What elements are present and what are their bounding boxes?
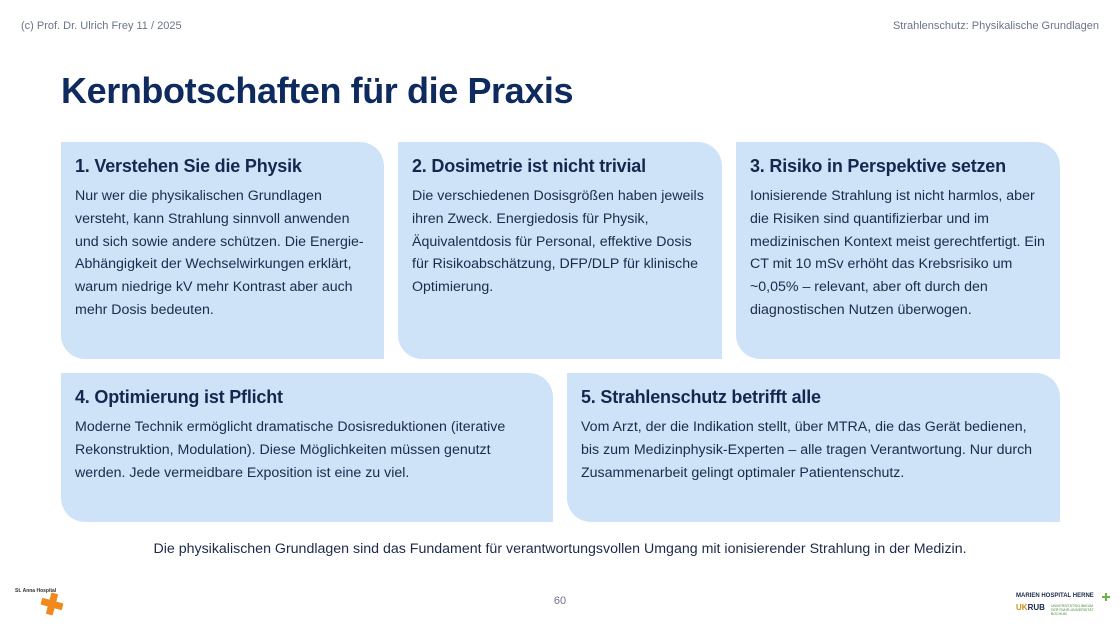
logo-uk: UK xyxy=(1016,603,1028,612)
logo-label: St. Anna Hospital xyxy=(15,588,57,594)
message-card-2 xyxy=(398,142,722,359)
card-body: Vom Arzt, der die Indikation stellt, über MTRA, die das Gerät bedienen, bis zum Medizinphysik-Experten – alle tragen Verantwortung. Nur durch Zusammenarbeit gelingt optimaler Patientenschutz. xyxy=(581,419,1033,481)
slide-title: Kernbotschaften für die Praxis xyxy=(61,70,574,111)
logo-hospital-name: MARIEN HOSPITAL HERNE xyxy=(1016,593,1094,599)
presentation-topic: Strahlenschutz: Physikalische Grundlagen xyxy=(892,20,1099,32)
st-anna-hospital-logo xyxy=(15,588,75,618)
page-number: 60 xyxy=(553,595,567,607)
card-body: Die verschiedenen Dosisgrößen haben jeweils ihren Zweck. Energiedosis für Physik, Äquivalentdosis für Personal, effektive Dosis für Risikoabschätzung, DFP/DLP für klinische Optimierung. xyxy=(412,188,704,296)
card-body: Moderne Technik ermöglicht dramatische Dosisreduktionen (iterative Rekonstruktion, Modulation). Diese Möglichkeiten müssen genutzt werden. Jede vermeidbare Exposition ist eine zu viel. xyxy=(75,419,506,481)
card-body: Nur wer die physikalischen Grundlagen versteht, kann Strahlung sinnvoll anwenden und sich sowie andere schützen. Die Energie-Abhängigkeit der Wechselwirkungen erklärt, warum niedrige kV mehr Kontrast aber auch mehr Dosis bedeuten. xyxy=(75,188,364,318)
logo-ukrub xyxy=(1016,603,1045,612)
green-cross-icon xyxy=(1102,593,1110,601)
message-card-3 xyxy=(736,142,1060,359)
card-heading: 3. Risiko in Perspektive setzen xyxy=(750,156,1006,176)
message-card-1 xyxy=(61,142,384,359)
author-credit: (c) Prof. Dr. Ulrich Frey 11 / 2025 xyxy=(21,20,182,32)
logo-rub: RUB xyxy=(1027,603,1045,612)
message-card-5 xyxy=(567,373,1060,522)
message-card-4 xyxy=(61,373,553,522)
card-heading: 1. Verstehen Sie die Physik xyxy=(75,156,302,176)
card-body: Ionisierende Strahlung ist nicht harmlos, aber die Risiken sind quantifizierbar und im medizinischen Kontext meist gerechtfertigt. Ein CT mit 10 mSv erhöht das Krebsrisiko um ~0,05% – relevant, aber oft durch den diagnostischen Nutzen überwogen. xyxy=(750,188,1045,318)
card-heading: 2. Dosimetrie ist nicht trivial xyxy=(412,156,646,176)
summary-statement: Die physikalischen Grundlagen sind das Fundament für verantwortungsvollen Umgang mit ionisierender Strahlung in der Medizin. xyxy=(153,541,967,557)
logo-subtitle: UNIVERSITÄTSKLINIKUM DER RUHR-UNIVERSITÄT BOCHUM xyxy=(1051,604,1094,616)
card-heading: 4. Optimierung ist Pflicht xyxy=(75,387,283,407)
marien-hospital-logo xyxy=(1016,593,1106,615)
card-heading: 5. Strahlenschutz betrifft alle xyxy=(581,387,821,407)
orange-cross-icon xyxy=(15,588,75,618)
